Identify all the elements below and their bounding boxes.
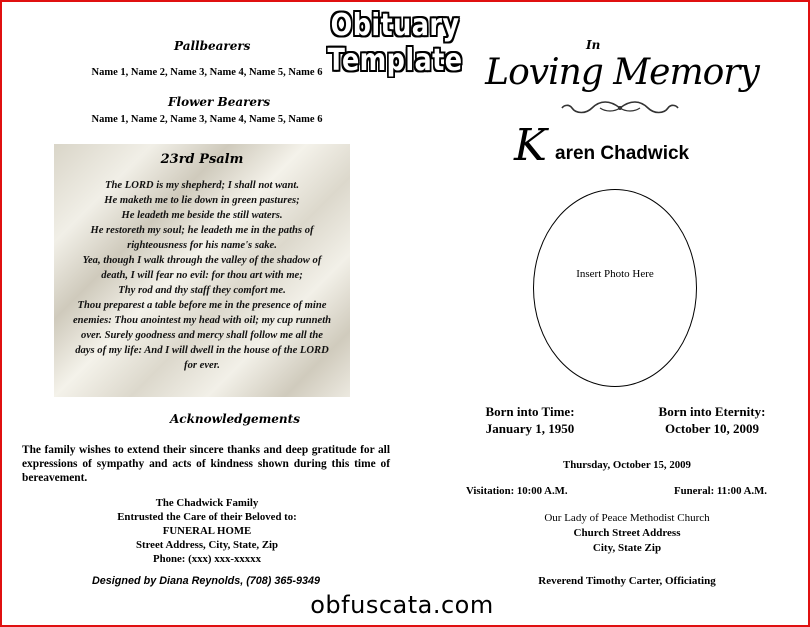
in-word: In (586, 38, 601, 52)
psalm-text (60, 178, 344, 373)
psalm-line: righteousness for his name's sake. (127, 240, 277, 251)
name-initial: K (514, 120, 547, 171)
born-time-date: January 1, 1950 (485, 421, 575, 436)
psalm-line: enemies: Thou anointest my head with oil; my cup runneth (72, 315, 332, 326)
deceased-name: aren Chadwick (555, 143, 690, 164)
pallbearers-heading: Pallbearers (174, 39, 251, 53)
psalm-line: The LORD is my shepherd; I shall not want. (105, 180, 299, 191)
church-address: Church Street Address (573, 527, 681, 539)
church-city: City, State Zip (592, 542, 662, 554)
footer-brand: obfuscata.com (310, 591, 494, 619)
acknowledgements-text: The family wishes to extend their sincere thanks and deep gratitude for all expressions of sympathy and acts of kindness shown during this time of bereavement. (22, 444, 390, 484)
photo-placeholder-text: Insert Photo Here (576, 268, 654, 280)
psalm-line: He leadeth me beside the still waters. (121, 210, 283, 221)
family-name: The Chadwick Family (155, 497, 259, 509)
loving-memory-heading: Loving Memory (485, 52, 759, 93)
funeral-home-address: Street Address, City, State, Zip (135, 539, 279, 551)
psalm-line: He maketh me to lie down in green pastures; (104, 195, 300, 206)
flower-bearers-names: Name 1, Name 2, Name 3, Name 4, Name 5, Name 6 (91, 114, 323, 125)
pallbearers-names: Name 1, Name 2, Name 3, Name 4, Name 5, Name 6 (91, 67, 323, 78)
officiant-line: Reverend Timothy Carter, Officiating (538, 575, 716, 587)
psalm-line: Thy rod and thy staff they comfort me. (118, 285, 286, 296)
service-date: Thursday, October 15, 2009 (563, 459, 691, 471)
psalm-line: Yea, though I walk through the valley of the shadow of (82, 255, 322, 266)
psalm-line: over. Surely goodness and mercy shall follow me all the (81, 330, 323, 341)
acknowledgements-heading: Acknowledgements (170, 412, 300, 426)
born-eternity-date: October 10, 2009 (665, 421, 759, 436)
designer-credit: Designed by Diana Reynolds, (708) 365-9349 (92, 575, 321, 587)
born-eternity-label: Born into Eternity: (658, 404, 766, 419)
flourish-ornament-icon (560, 98, 680, 118)
funeral-time: Funeral: 11:00 A.M. (674, 485, 767, 497)
psalm-line: death, I will fear no evil: for thou art with me; (101, 270, 303, 281)
funeral-home-name: FUNERAL HOME (162, 525, 252, 537)
psalm-line: He restoreth my soul; he leadeth me in the paths of (90, 225, 314, 236)
funeral-home-phone: Phone: (xxx) xxx-xxxxx (153, 553, 261, 565)
psalm-panel (54, 144, 350, 397)
flower-bearers-heading: Flower Bearers (168, 95, 271, 109)
entrusted-line: Entrusted the Care of their Beloved to: (117, 511, 297, 523)
template-title: Obituary Template (327, 8, 463, 78)
psalm-line: days of my life: And I will dwell in the house of the LORD (75, 345, 329, 356)
psalm-title: 23rd Psalm (160, 152, 244, 167)
photo-frame[interactable] (533, 189, 697, 387)
born-time-label: Born into Time: (485, 404, 575, 419)
psalm-line: for ever. (184, 360, 220, 371)
church-name: Our Lady of Peace Methodist Church (544, 512, 710, 524)
psalm-line: Thou preparest a table before me in the presence of mine (77, 300, 327, 311)
visitation-time: Visitation: 10:00 A.M. (466, 485, 568, 497)
